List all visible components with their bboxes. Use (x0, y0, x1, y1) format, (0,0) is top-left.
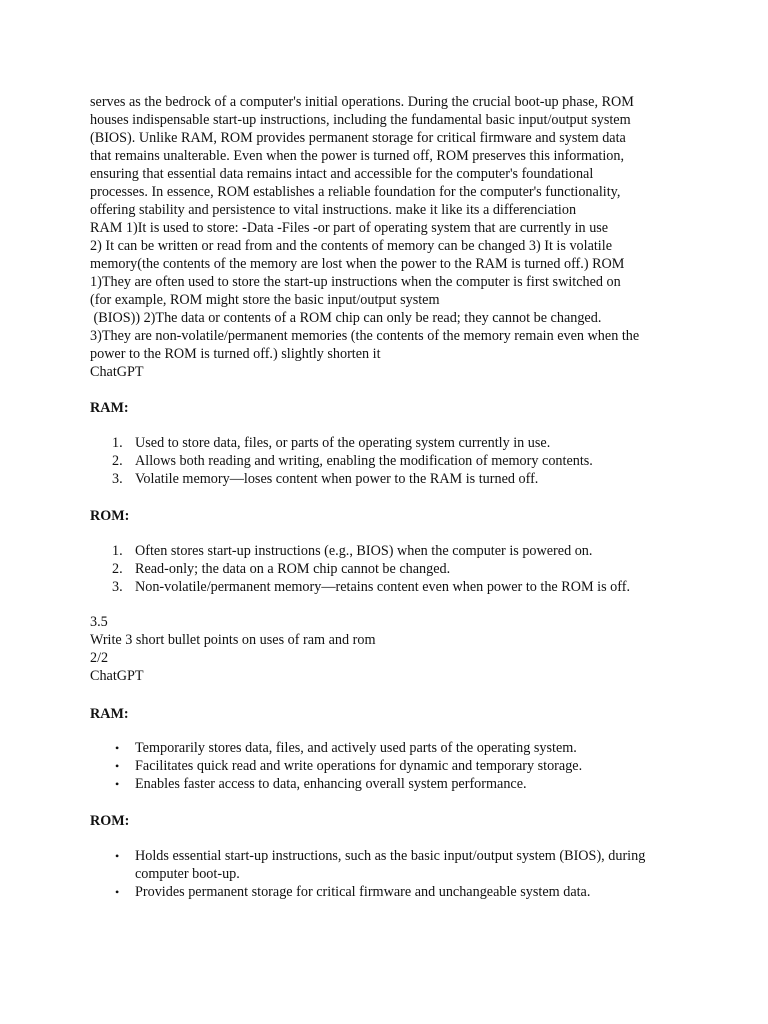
list-item-text: Allows both reading and writing, enabling the modification of memory contents. (135, 453, 593, 469)
answer1-rom-list (90, 542, 690, 596)
list-number: 1. (112, 543, 123, 559)
answer1-rom-heading (90, 507, 690, 525)
section-heading: RAM: (90, 400, 129, 416)
text-line: (BIOS). Unlike RAM, ROM provides permanent storage for critical firmware and system data (90, 130, 626, 146)
text-line: RAM 1)It is used to store: -Data -Files -or part of operating system that are currently in use (90, 220, 609, 236)
text-line: serves as the bedrock of a computer's initial operations. During the crucial boot-up phase, ROM (90, 94, 634, 110)
list-number: 3. (112, 471, 123, 487)
list-item-text: Read-only; the data on a ROM chip cannot be changed. (135, 561, 451, 577)
answer1-ram-heading (90, 399, 690, 417)
list-number: 1. (112, 435, 123, 451)
text-line: memory(the contents of the memory are lost when the power to the RAM is turned off.) ROM (90, 256, 625, 272)
answer2-ram-heading (90, 705, 690, 723)
answer2-rom-heading (90, 812, 690, 830)
text-line: that remains unalterable. Even when the power is turned off, ROM preserves this information, (90, 148, 624, 164)
text-line: ensuring that essential data remains intact and accessible for the computer's foundational (90, 166, 594, 182)
list-number: 2. (112, 561, 123, 577)
intro-paragraph (90, 93, 690, 381)
list-item (90, 434, 690, 452)
list-item-text: Facilitates quick read and write operations for dynamic and temporary storage. (135, 758, 583, 774)
list-item (90, 470, 690, 488)
list-item-text: Used to store data, files, or parts of the operating system currently in use. (135, 435, 551, 451)
author-label: ChatGPT (90, 668, 144, 684)
list-item-text: Provides permanent storage for critical firmware and unchangeable system data. (135, 884, 591, 900)
text-line: offering stability and persistence to vital instructions. make it like its a differenciation (90, 202, 577, 218)
text-line: 3)They are non-volatile/permanent memories (the contents of the memory remain even when the (90, 328, 640, 344)
list-item (90, 739, 690, 757)
list-number: 3. (112, 579, 123, 595)
list-item-text: Enables faster access to data, enhancing overall system performance. (135, 776, 527, 792)
answer2-ram-list (90, 739, 690, 793)
user-question: Write 3 short bullet points on uses of ram and rom (90, 632, 376, 648)
list-item (90, 757, 690, 775)
list-item (90, 560, 690, 578)
bullet-icon: • (115, 759, 120, 773)
section-heading: ROM: (90, 813, 130, 829)
list-item-text: Temporarily stores data, files, and actively used parts of the operating system. (135, 740, 577, 756)
section-heading: ROM: (90, 508, 130, 524)
list-item (90, 578, 690, 596)
response-page-indicator: 2/2 (90, 650, 109, 666)
list-item (90, 775, 690, 793)
section-heading: RAM: (90, 706, 129, 722)
text-line: (for example, ROM might store the basic input/output system (90, 292, 440, 308)
bullet-icon: • (115, 741, 120, 755)
text-line: processes. In essence, ROM establishes a reliable foundation for the computer's functionality, (90, 184, 621, 200)
answer2-rom-list (90, 847, 700, 901)
list-item-text: Often stores start-up instructions (e.g., BIOS) when the computer is powered on. (135, 543, 593, 559)
bullet-icon: • (115, 849, 120, 863)
text-line: power to the ROM is turned off.) slightly shorten it (90, 346, 381, 362)
text-line: 1)They are often used to store the start-up instructions when the computer is first switched on (90, 274, 621, 290)
list-item-text: Holds essential start-up instructions, such as the basic input/output system (BIOS), during computer boot-up. (135, 848, 646, 882)
text-line: houses indispensable start-up instructions, including the fundamental basic input/output system (90, 112, 631, 128)
author-label: ChatGPT (90, 364, 144, 380)
list-item-text: Volatile memory—loses content when power to the RAM is turned off. (135, 471, 539, 487)
list-item (90, 883, 700, 901)
list-item (90, 847, 700, 883)
bullet-icon: • (115, 885, 120, 899)
bullet-icon: • (115, 777, 120, 791)
version-label: 3.5 (90, 614, 108, 630)
prompt2-block (90, 613, 690, 685)
list-number: 2. (112, 453, 123, 469)
list-item-text: Non-volatile/permanent memory—retains content even when power to the ROM is off. (135, 579, 630, 595)
text-line: (BIOS)) 2)The data or contents of a ROM chip can only be read; they cannot be changed. (90, 310, 602, 326)
answer1-ram-list (90, 434, 690, 488)
list-item (90, 542, 690, 560)
list-item (90, 452, 690, 470)
text-line: 2) It can be written or read from and the contents of memory can be changed 3) It is volatile (90, 238, 612, 254)
